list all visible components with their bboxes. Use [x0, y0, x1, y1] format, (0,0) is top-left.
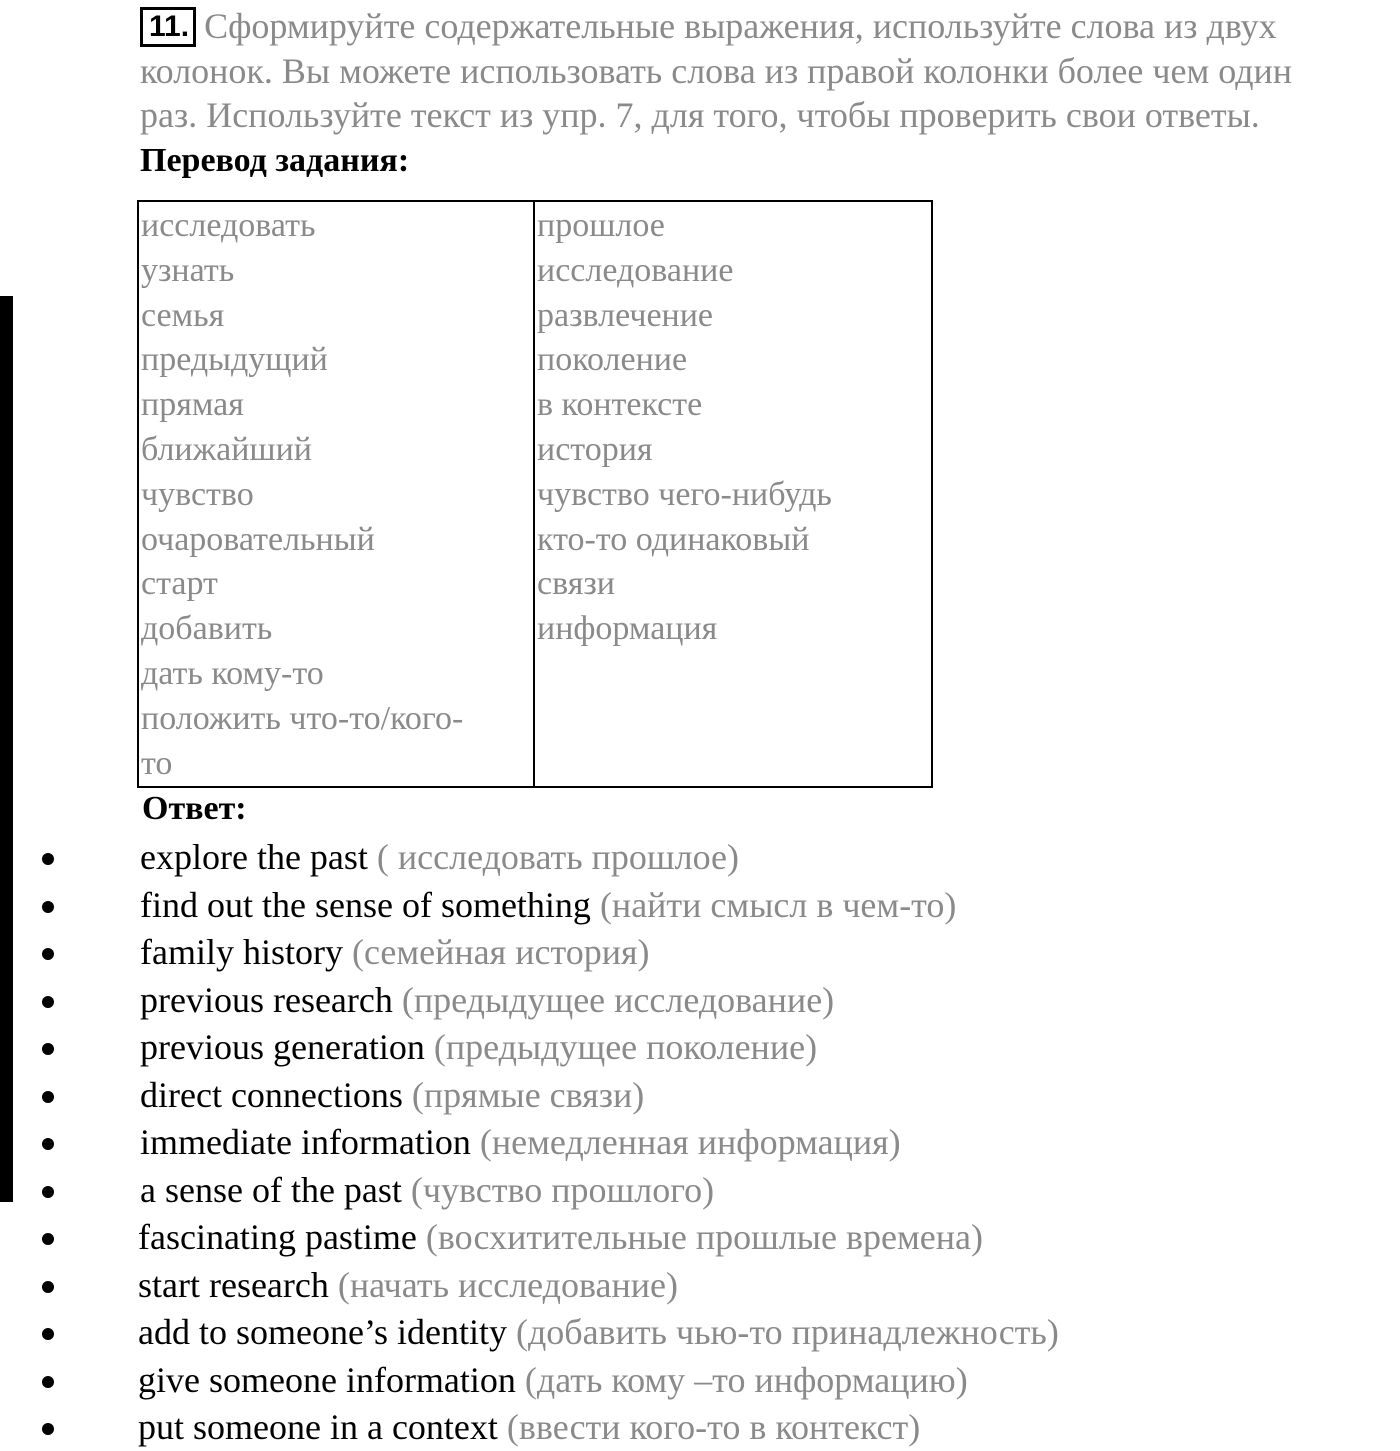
answer-item: [0, 882, 1400, 929]
bullet-icon: [42, 1091, 54, 1103]
left-column-word: очаровательный: [141, 520, 375, 558]
bullet-icon: [42, 1138, 54, 1150]
answer-item: [0, 1262, 1400, 1309]
answer-item: [0, 834, 1400, 881]
bullet-icon: [42, 996, 54, 1008]
task-text-1: Сформируйте содержательные выражения, используйте слова из двух: [204, 6, 1277, 46]
task-line-3: раз. Используйте текст из упр. 7, для того, чтобы проверить свои ответы.: [140, 95, 1260, 135]
answer-item: [0, 1024, 1400, 1071]
answer-russian: (добавить чью-то принадлежность): [515, 1312, 1059, 1352]
answer-text: [138, 1357, 968, 1404]
answer-item: [0, 1119, 1400, 1166]
answer-text: [140, 1072, 644, 1119]
answer-english: find out the sense of something: [140, 885, 591, 925]
answer-russian: (найти смысл в чем-то): [599, 885, 957, 925]
right-column-word: поколение: [537, 341, 688, 379]
answer-russian: ( исследовать прошлое): [376, 837, 739, 877]
answer-russian: (предыдущее поколение): [433, 1027, 818, 1067]
answer-text: [138, 1214, 983, 1261]
answer-text: [140, 882, 956, 929]
bullet-icon: [42, 1376, 54, 1388]
bullet-icon: [42, 901, 54, 913]
task-number: 11.: [140, 7, 196, 47]
left-column-word: прямая: [141, 386, 244, 424]
answer-russian: (ввести кого-то в контекст): [506, 1407, 921, 1447]
left-column-word: исследовать: [141, 207, 316, 244]
right-column-word: чувство чего-нибудь: [537, 475, 832, 513]
right-column-word: информация: [537, 610, 718, 648]
right-column-word: прошлое: [537, 207, 665, 244]
right-word-column: [535, 202, 931, 786]
bullet-icon: [42, 1233, 54, 1245]
answer-item: [0, 1404, 1400, 1451]
task-line-2: колонок. Вы можете использовать слова из правой колонки более чем один: [140, 50, 1293, 91]
answer-item: [0, 1214, 1400, 1261]
answer-russian: (предыдущее исследование): [401, 980, 835, 1020]
translation-title: Перевод задания:: [140, 142, 410, 179]
answer-title: Ответ:: [142, 790, 247, 827]
answer-russian: (немедленная информация): [479, 1122, 901, 1162]
answer-russian: (дать кому –то информацию): [524, 1360, 968, 1400]
answer-text: [140, 1119, 901, 1166]
left-column-word: узнать: [141, 251, 235, 289]
answer-item: [0, 1309, 1400, 1356]
word-table: [137, 200, 933, 788]
answer-english: add to someone’s identity: [138, 1312, 507, 1352]
answer-russian: (чувство прошлого): [410, 1170, 715, 1210]
answer-english: put someone in a context: [138, 1407, 498, 1447]
bullet-icon: [42, 1281, 54, 1293]
answer-english: a sense of the past: [140, 1170, 402, 1210]
answer-russian: (восхитительные прошлые времена): [425, 1217, 983, 1257]
left-column-word: то: [141, 744, 173, 782]
answer-item: [0, 1357, 1400, 1404]
right-column-word: кто-то одинаковый: [537, 520, 810, 558]
answer-text: [140, 1024, 817, 1071]
answer-item: [0, 929, 1400, 976]
left-column-word: чувство: [141, 475, 254, 513]
bullet-icon: [42, 1186, 54, 1198]
left-column-word: предыдущий: [141, 341, 328, 379]
answer-text: [140, 1167, 714, 1214]
answer-english: family history: [140, 932, 343, 972]
bullet-icon: [42, 1043, 54, 1055]
right-column-word: связи: [537, 565, 615, 603]
answer-item: [0, 1167, 1400, 1214]
answer-text: [138, 1309, 1059, 1356]
left-column-word: положить что-то/кого-: [141, 699, 464, 737]
right-column-word: история: [537, 431, 653, 468]
left-column-word: ближайший: [141, 431, 312, 468]
bullet-icon: [42, 1328, 54, 1340]
left-column-word: семья: [141, 296, 225, 334]
answer-text: [140, 834, 739, 881]
left-word-column: [139, 202, 535, 786]
right-column-word: развлечение: [537, 296, 714, 334]
answer-text: [138, 1404, 920, 1451]
task-line-1: [140, 4, 1400, 49]
answer-russian: (семейная история): [351, 932, 650, 972]
answer-text: [140, 929, 650, 976]
answer-english: previous research: [140, 980, 393, 1020]
answer-russian: (прямые связи): [411, 1075, 645, 1115]
task-statement: [140, 4, 1400, 138]
answer-item: [0, 977, 1400, 1024]
answer-english: fascinating pastime: [138, 1217, 417, 1257]
left-column-word: старт: [141, 565, 218, 603]
left-column-word: дать кому-то: [141, 655, 324, 692]
right-column-word: исследование: [537, 251, 734, 289]
answer-english: explore the past: [140, 837, 368, 877]
answer-english: immediate information: [140, 1122, 471, 1162]
bullet-icon: [42, 948, 54, 960]
answer-english: give someone information: [138, 1360, 516, 1400]
answer-text: [138, 1262, 678, 1309]
answer-text: [140, 977, 834, 1024]
answer-item: [0, 1072, 1400, 1119]
answer-english: start research: [138, 1265, 329, 1305]
right-column-word: в контексте: [537, 386, 703, 424]
left-column-word: добавить: [141, 610, 273, 648]
bullet-icon: [42, 853, 54, 865]
answer-russian: (начать исследование): [337, 1265, 678, 1305]
answer-english: direct connections: [140, 1075, 403, 1115]
bullet-icon: [42, 1423, 54, 1435]
answer-english: previous generation: [140, 1027, 425, 1067]
